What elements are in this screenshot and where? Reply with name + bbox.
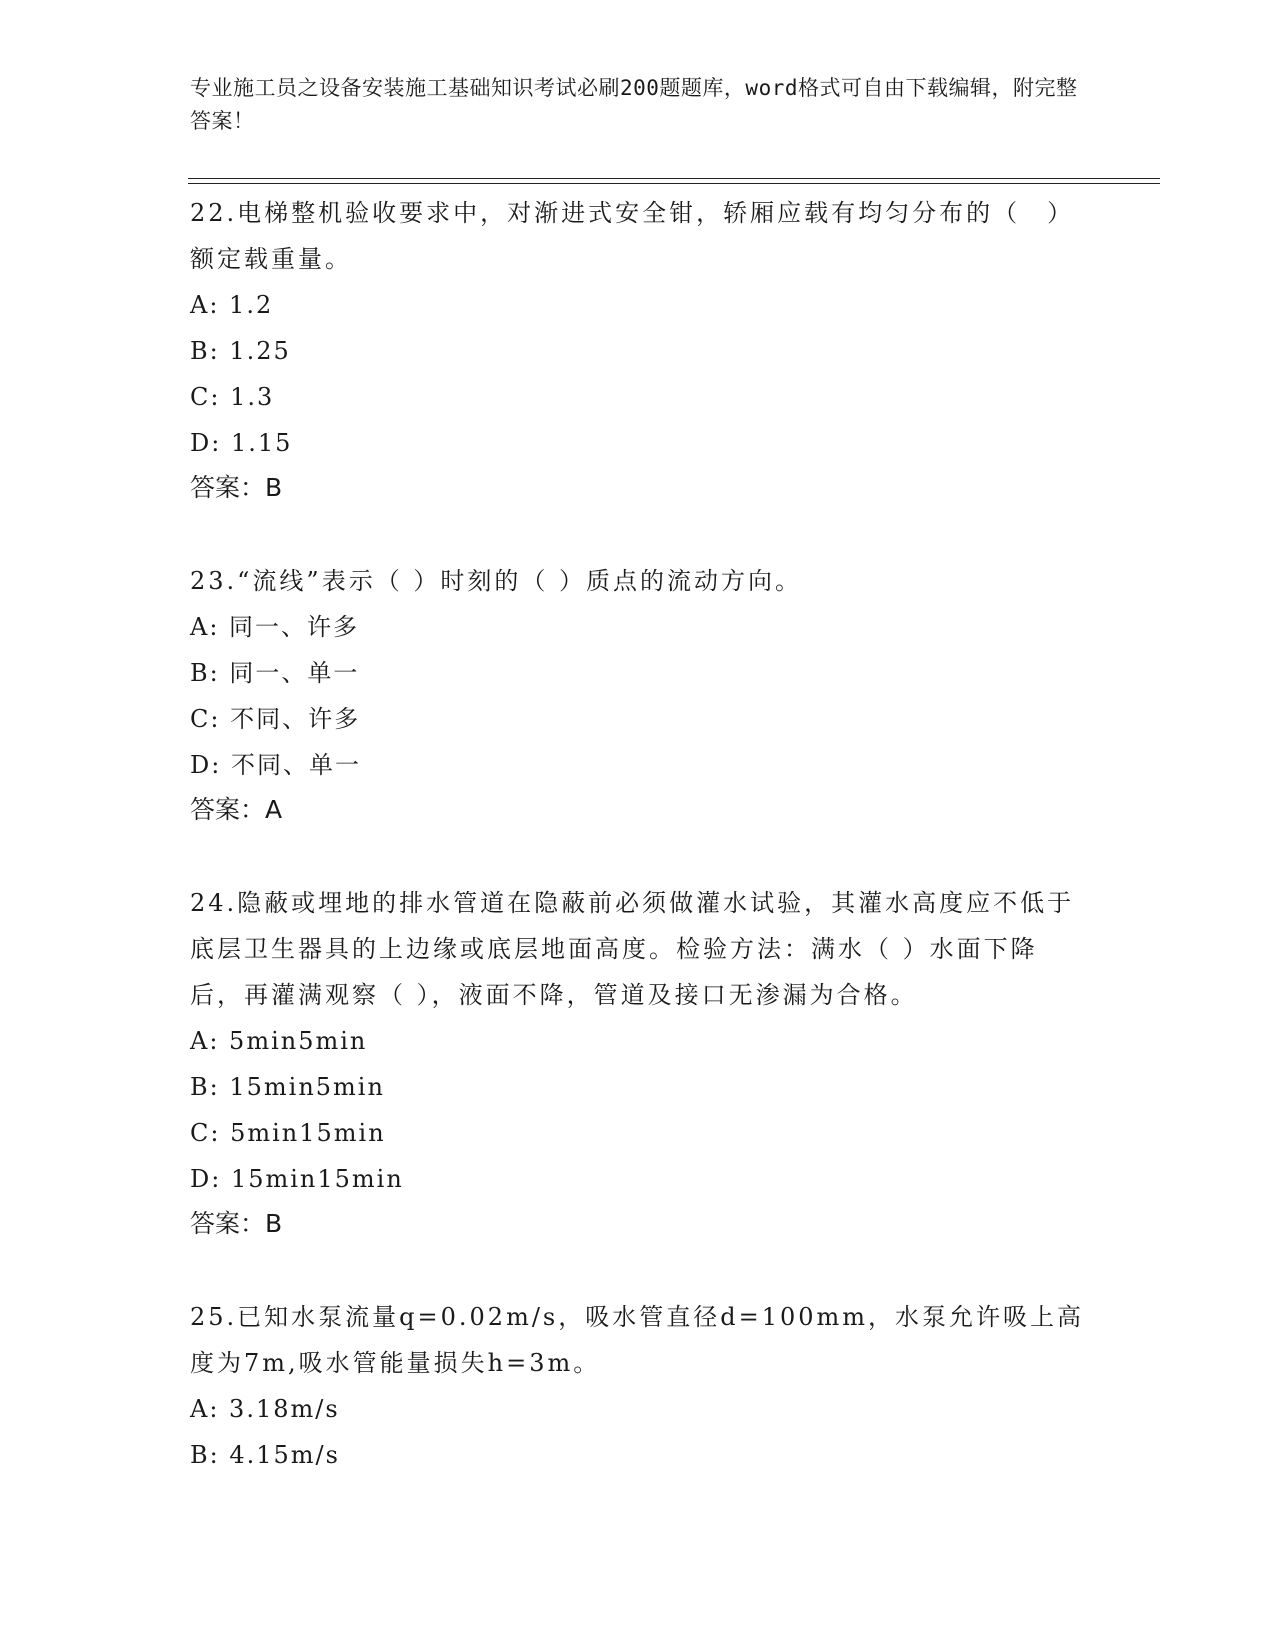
answer-label: 答案：B <box>190 1209 283 1238</box>
question-23 <box>190 558 1090 832</box>
question-text: 25.已知水泵流量q=0.02m/s，吸水管直径d=100mm，水泵允许吸上高度为7m,吸水管能量损失h=3m。 <box>190 1303 1085 1377</box>
answer-label: 答案：B <box>190 473 283 502</box>
question-22 <box>190 190 1090 510</box>
header-divider-top <box>188 178 1160 179</box>
option-c: C: 不同、许多 <box>190 705 361 733</box>
option-a: A: 3.18m/s <box>190 1395 340 1423</box>
question-text: 23.“流线”表示（ ）时刻的（ ）质点的流动方向。 <box>190 567 802 595</box>
question-list <box>190 190 1090 1526</box>
option-b: B: 同一、单一 <box>190 659 360 687</box>
question-text: 24.隐蔽或埋地的排水管道在隐蔽前必须做灌水试验，其灌水高度应不低于底层卫生器具的上边缘或底层地面高度。检验方法：满水（ ）水面下降后，再灌满观察（ ），液面不降，管道及接口无渗漏为合格。 <box>190 889 1075 1009</box>
option-c: C: 5min15min <box>190 1119 386 1147</box>
option-a: A: 1.2 <box>190 291 274 319</box>
question-25 <box>190 1294 1090 1478</box>
option-d: D: 15min15min <box>190 1165 404 1193</box>
option-b: B: 1.25 <box>190 337 291 365</box>
document-header: 专业施工员之设备安装施工基础知识考试必刷200题题库，word格式可自由下载编辑，附完整答案！ <box>190 76 1078 133</box>
option-b: B: 4.15m/s <box>190 1441 340 1469</box>
option-a: A: 5min5min <box>190 1027 368 1055</box>
question-24 <box>190 880 1090 1246</box>
option-d: D: 1.15 <box>190 429 293 457</box>
header-divider-bottom <box>188 183 1160 184</box>
answer-label: 答案：A <box>190 795 283 824</box>
question-text: 22.电梯整机验收要求中，对渐进式安全钳，轿厢应载有均匀分布的（ ）额定载重量。 <box>190 199 1075 273</box>
option-d: D: 不同、单一 <box>190 751 361 779</box>
option-c: C: 1.3 <box>190 383 275 411</box>
option-b: B: 15min5min <box>190 1073 385 1101</box>
option-a: A: 同一、许多 <box>190 613 360 641</box>
